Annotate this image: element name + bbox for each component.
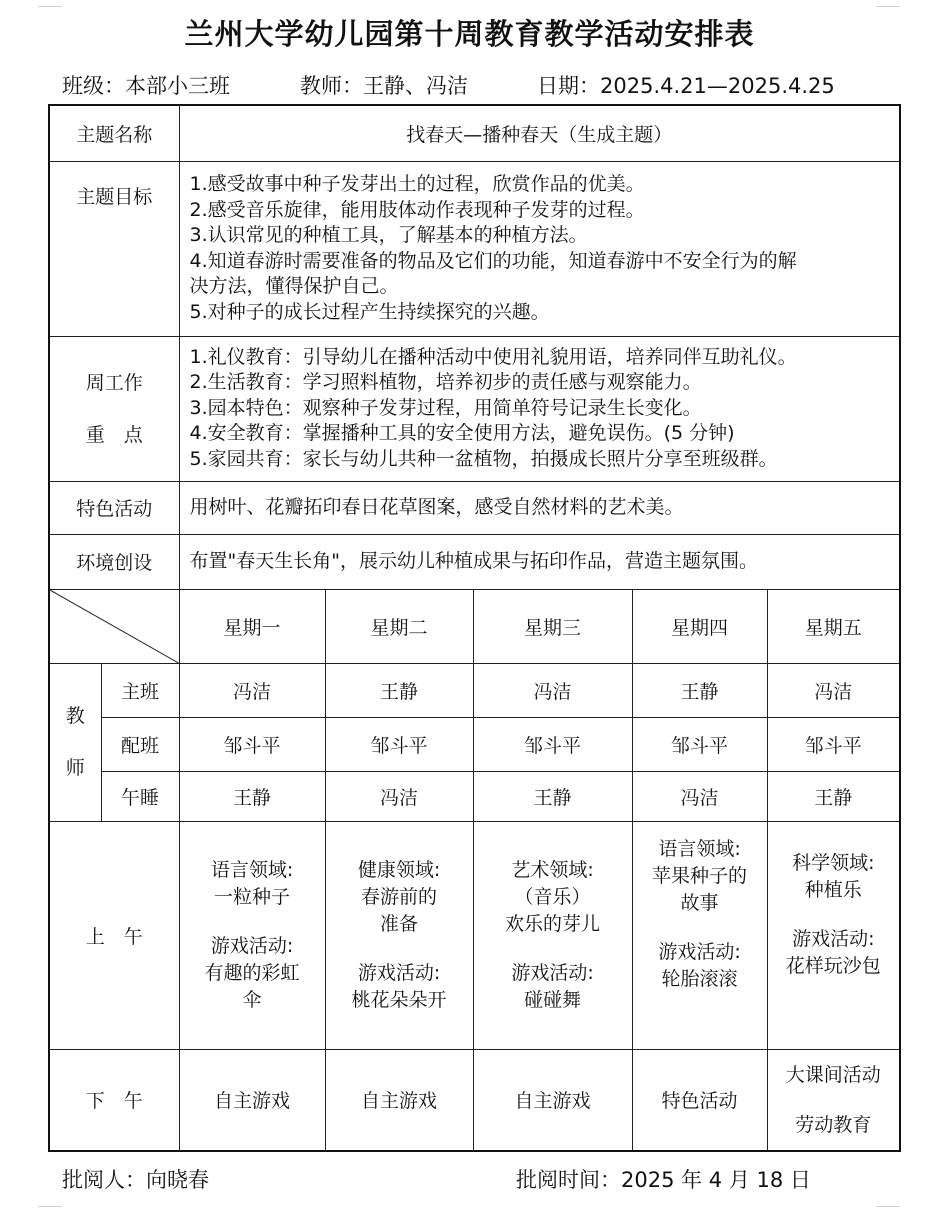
environment-row bbox=[49, 534, 900, 589]
teacher-role: 主班 bbox=[101, 663, 179, 717]
teacher-name: 王静 bbox=[767, 771, 900, 821]
weekly-focus-row bbox=[49, 336, 900, 481]
morning-activity-cell: 艺术领域: （音乐） 欢乐的芽儿 游戏活动: 碰碰舞 bbox=[473, 821, 632, 1049]
teacher-name: 冯洁 bbox=[767, 663, 900, 717]
theme-name-row bbox=[49, 105, 900, 161]
afternoon-row bbox=[49, 1049, 900, 1151]
afternoon-activity: 自主游戏 bbox=[325, 1049, 473, 1151]
teacher-role: 午睡 bbox=[101, 771, 179, 821]
reviewer: 批阅人：向晓春 bbox=[62, 1168, 209, 1192]
class-info: 班级：本部小三班 bbox=[62, 74, 230, 98]
theme-name-value: 找春天—播种春天（生成主题） bbox=[179, 105, 900, 161]
teacher-name: 邹斗平 bbox=[325, 717, 473, 771]
morning-activity-cell: 语言领域: 一粒种子 游戏活动: 有趣的彩虹 伞 bbox=[179, 821, 325, 1049]
teacher-row bbox=[49, 663, 900, 717]
teacher-name: 邹斗平 bbox=[767, 717, 900, 771]
afternoon-label: 下 午 bbox=[49, 1049, 179, 1151]
days-header-row bbox=[49, 589, 900, 663]
corner-mark bbox=[38, 1206, 62, 1207]
morning-activity-cell: 语言领域: 苹果种子的 故事 游戏活动: 轮胎滚滚 bbox=[632, 821, 767, 1049]
weekly-focus-list bbox=[179, 336, 900, 481]
teacher-name: 王静 bbox=[473, 771, 632, 821]
focus-item: 1.礼仪教育：引导幼儿在播种活动中使用礼貌用语，培养同伴互助礼仪。 bbox=[189, 345, 797, 368]
corner-mark bbox=[876, 1206, 900, 1207]
afternoon-activity: 特色活动 bbox=[632, 1049, 767, 1151]
morning-label: 上 午 bbox=[49, 821, 179, 1049]
goal-item: 1.感受故事中种子发芽出土的过程，欣赏作品的优美。 bbox=[189, 173, 645, 195]
morning-row bbox=[49, 821, 900, 1049]
corner-mark bbox=[38, 6, 62, 7]
teacher-name: 王静 bbox=[179, 771, 325, 821]
goal-item: 2.感受音乐旋律，能用肢体动作表现种子发芽的过程。 bbox=[189, 198, 645, 221]
special-activity-row bbox=[49, 481, 900, 534]
teacher-name: 冯洁 bbox=[325, 771, 473, 821]
morning-activity-cell: 科学领域: 种植乐 游戏活动: 花样玩沙包 bbox=[767, 821, 900, 1049]
teacher-role: 配班 bbox=[101, 717, 179, 771]
diagonal-header-cell bbox=[49, 589, 179, 663]
day-header: 星期二 bbox=[325, 589, 473, 663]
goal-item: 5.对种子的成长过程产生持续探究的兴趣。 bbox=[189, 300, 550, 323]
afternoon-activity: 自主游戏 bbox=[179, 1049, 325, 1151]
goal-item: 4.知道春游时需要准备的物品及它们的功能，知道春游中不安全行为的解 bbox=[189, 249, 797, 272]
teacher-name: 邹斗平 bbox=[632, 717, 767, 771]
theme-name-label: 主题名称 bbox=[49, 105, 179, 161]
schedule-table bbox=[48, 104, 901, 1152]
teacher-row bbox=[49, 771, 900, 821]
afternoon-activity: 自主游戏 bbox=[473, 1049, 632, 1151]
special-activity-label: 特色活动 bbox=[49, 481, 179, 534]
goal-item: 决方法，懂得保护自己。 bbox=[189, 275, 399, 297]
day-header: 星期四 bbox=[632, 589, 767, 663]
theme-goals-label: 主题目标 bbox=[49, 161, 179, 336]
environment-value: 布置"春天生长角"，展示幼儿种植成果与拓印作品，营造主题氛围。 bbox=[179, 534, 900, 589]
theme-goals-list bbox=[179, 161, 900, 336]
review-time: 批阅时间：2025 年 4 月 18 日 bbox=[516, 1168, 811, 1192]
focus-item: 3.园本特色：观察种子发芽过程，用简单符号记录生长变化。 bbox=[189, 396, 702, 419]
teacher-group-label: 教 师 bbox=[49, 663, 101, 821]
teacher-name: 王静 bbox=[325, 663, 473, 717]
teacher-name: 冯洁 bbox=[179, 663, 325, 717]
teacher-row bbox=[49, 717, 900, 771]
focus-item: 2.生活教育：学习照料植物，培养初步的责任感与观察能力。 bbox=[189, 371, 702, 394]
focus-item: 4.安全教育：掌握播种工具的安全使用方法，避免误伤。(5 分钟) bbox=[189, 422, 735, 445]
special-activity-value: 用树叶、花瓣拓印春日花草图案，感受自然材料的艺术美。 bbox=[179, 481, 900, 534]
day-header: 星期五 bbox=[767, 589, 900, 663]
weekly-focus-label: 周工作 重 点 bbox=[49, 336, 179, 481]
focus-item: 5.家园共育：家长与幼儿共种一盆植物，拍摄成长照片分享至班级群。 bbox=[189, 447, 778, 470]
day-header: 星期三 bbox=[473, 589, 632, 663]
goal-item: 3.认识常见的种植工具，了解基本的种植方法。 bbox=[189, 224, 588, 246]
theme-goals-row bbox=[49, 161, 900, 336]
morning-activity-cell: 健康领域: 春游前的 准备 游戏活动: 桃花朵朵开 bbox=[325, 821, 473, 1049]
afternoon-activity: 大课间活动 劳动教育 bbox=[767, 1049, 900, 1151]
day-header: 星期一 bbox=[179, 589, 325, 663]
teacher-name: 邹斗平 bbox=[179, 717, 325, 771]
teacher-info: 教师：王静、冯洁 bbox=[300, 74, 468, 98]
teacher-name: 冯洁 bbox=[632, 771, 767, 821]
page-title: 兰州大学幼儿园第十周教育教学活动安排表 bbox=[184, 17, 755, 51]
corner-mark bbox=[876, 6, 900, 7]
teacher-name: 冯洁 bbox=[473, 663, 632, 717]
diagonal-line bbox=[50, 590, 179, 663]
environment-label: 环境创设 bbox=[49, 534, 179, 589]
date-info: 日期：2025.4.21—2025.4.25 bbox=[537, 74, 835, 98]
teacher-name: 王静 bbox=[632, 663, 767, 717]
teacher-name: 邹斗平 bbox=[473, 717, 632, 771]
